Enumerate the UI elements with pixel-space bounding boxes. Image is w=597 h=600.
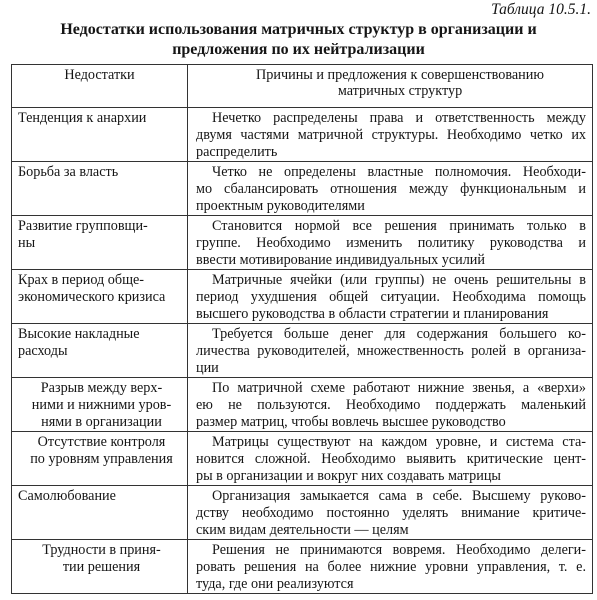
reason-proposal-text: период ухудшения общей ситуации. Необходима помощь: [196, 289, 586, 305]
shortcoming-text: Тенденция к анархии: [18, 110, 147, 126]
reason-proposal-text: распределить: [196, 144, 278, 160]
reason-proposal-text: ры в организации и вокруг них создавать матрицы: [196, 468, 501, 484]
reason-proposal-text: Организация замыкается сама в себе. Высшему руково-: [212, 488, 586, 504]
shortcoming-text: Развитие групповщи-: [18, 218, 148, 234]
table-title: [0, 20, 597, 60]
shortcoming-text: Высокие накладные: [18, 326, 140, 342]
table-body: [12, 108, 593, 594]
shortcomings-table: [11, 64, 593, 594]
reason-proposal-text: Матричные ячейки (или группы) не очень решительны в: [212, 272, 586, 288]
shortcoming-text: ны: [18, 235, 36, 251]
reason-proposal-text: Становится нормой все решения принимать только в: [212, 218, 586, 234]
reason-proposal-text: ским видам деятельности — целям: [196, 522, 409, 538]
reason-proposal-cell: [188, 378, 593, 432]
shortcoming-text: Борьба за власть: [18, 164, 119, 180]
shortcoming-text: Трудности в приня-: [42, 542, 161, 558]
shortcoming-text: ними и нижними уров-: [31, 397, 172, 413]
reason-proposal-text: проектным руководителями: [196, 198, 365, 214]
reason-proposal-text: Требуется больше денег для содержания большего ко-: [212, 326, 586, 342]
reason-proposal-text: туда, где они реализуются: [196, 576, 354, 592]
table-row: [12, 432, 593, 486]
table-row: [12, 324, 593, 378]
reason-proposal-text: ею не пользуются. Необходимо поддержать маленький: [196, 397, 586, 413]
title-line: предложения по их нейтрализации: [172, 41, 425, 58]
header-shortcomings-label: Недостатки: [64, 67, 135, 83]
reason-proposal-text: Нечетко распределены права и ответственность между: [212, 110, 586, 126]
reason-proposal-text: размер матриц, чтобы вовлечь высшее руководство: [196, 414, 506, 430]
shortcoming-cell: [12, 432, 188, 486]
table-caption: Таблица 10.5.1.: [491, 1, 591, 18]
table-header-row: [12, 65, 593, 108]
shortcoming-cell: [12, 162, 188, 216]
reason-proposal-text: мо сбалансировать отношения между функциональным и: [196, 181, 586, 197]
reason-proposal-text: По матричной схеме работают нижние звенья, а «верхи»: [212, 380, 586, 396]
shortcoming-cell: [12, 486, 188, 540]
reason-proposal-cell: [188, 270, 593, 324]
reason-proposal-cell: [188, 486, 593, 540]
header-reasons: [188, 65, 593, 108]
table-row: [12, 378, 593, 432]
table-row: [12, 540, 593, 594]
table-row: [12, 108, 593, 162]
table-row: [12, 162, 593, 216]
reason-proposal-cell: [188, 540, 593, 594]
header-shortcomings: [12, 65, 188, 108]
shortcoming-cell: [12, 270, 188, 324]
reason-proposal-cell: [188, 324, 593, 378]
table-row: [12, 486, 593, 540]
reason-proposal-text: Решения не принимаются вовремя. Необходимо делеги-: [212, 542, 586, 558]
reason-proposal-text: Четко не определены властные полномочия. Необходи-: [212, 164, 586, 180]
shortcoming-cell: [12, 324, 188, 378]
header-reasons-line: матричных структур: [337, 83, 463, 99]
reason-proposal-text: ровать решения на более нижние уровни управления, т. е.: [196, 559, 586, 575]
shortcoming-text: экономического кризиса: [18, 289, 166, 305]
shortcoming-text: нями в организации: [41, 414, 162, 430]
shortcoming-text: Отсутствие контроля: [37, 434, 166, 450]
reason-proposal-cell: [188, 162, 593, 216]
table-row: [12, 270, 593, 324]
shortcoming-text: тии решения: [62, 559, 141, 575]
table-row: [12, 216, 593, 270]
reason-proposal-text: дству необходимо постоянно уделять внимание критиче-: [196, 505, 586, 521]
shortcoming-cell: [12, 108, 188, 162]
shortcoming-text: расходы: [18, 343, 68, 359]
shortcoming-text: Самолюбование: [18, 488, 116, 504]
reason-proposal-text: группе. Необходимо изменить политику руководства и: [196, 235, 586, 251]
reason-proposal-text: ввести мотивирование индивидуальных усилий: [196, 252, 485, 268]
header-reasons-line: Причины и предложения к совершенствованию: [256, 67, 544, 83]
reason-proposal-text: новится сложной. Необходимо выявить критические цент-: [196, 451, 586, 467]
reason-proposal-text: высшего руководства в области стратегии и планирования: [196, 306, 549, 322]
reason-proposal-text: двумя частями матричной структуры. Необходимо четко их: [196, 127, 586, 143]
shortcoming-text: по уровням управления: [30, 451, 173, 467]
shortcoming-text: Крах в период обще-: [18, 272, 145, 288]
shortcoming-cell: [12, 378, 188, 432]
reason-proposal-cell: [188, 432, 593, 486]
title-line: Недостатки использования матричных структур в организации и: [60, 21, 537, 38]
reason-proposal-cell: [188, 108, 593, 162]
reason-proposal-text: ции: [196, 360, 219, 376]
reason-proposal-text: личества руководителей, множественность ролей в организа-: [196, 343, 586, 359]
shortcoming-cell: [12, 216, 188, 270]
reason-proposal-cell: [188, 216, 593, 270]
reason-proposal-text: Матрицы существуют на каждом уровне, и система ста-: [212, 434, 586, 450]
shortcoming-text: Разрыв между верх-: [40, 380, 163, 396]
shortcoming-cell: [12, 540, 188, 594]
